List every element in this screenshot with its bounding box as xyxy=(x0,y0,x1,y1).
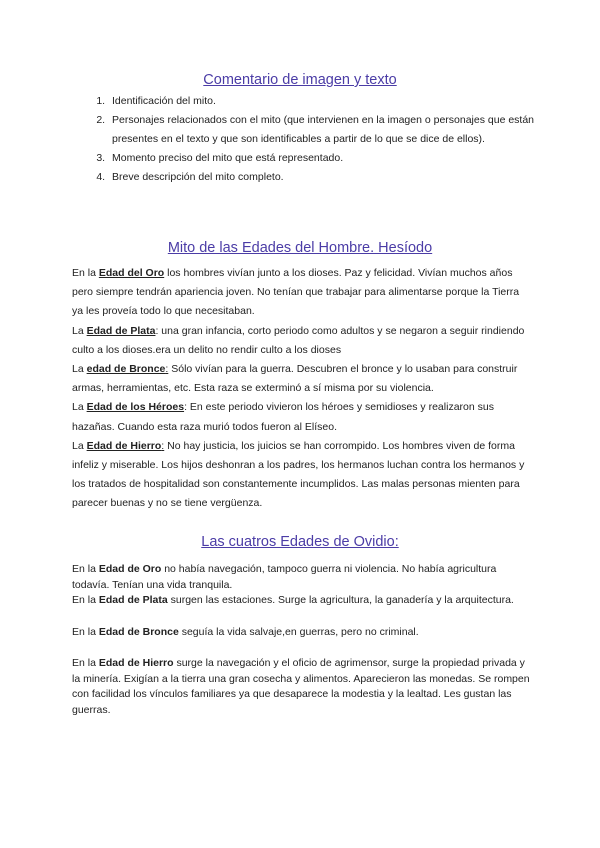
term-ovidio-bronce: Edad de Bronce xyxy=(98,625,179,638)
hesiodo-section xyxy=(72,264,530,514)
section3-title: Las cuatros Edades de Ovidio: xyxy=(201,534,399,550)
term-edad-oro: Edad del Oro xyxy=(98,267,165,279)
paragraph-ovidio-oro: En la Edad de Oro no había navegación, tampoco guerra ni violencia. No había agricultura todavía. Tenían una vida tranquila. xyxy=(72,563,497,591)
paragraph-ovidio-bronce: En la Edad de Bronce seguía la vida salvaje,en guerras, pero no criminal. xyxy=(72,625,419,638)
section2-title: Mito de las Edades del Hombre. Hesíodo xyxy=(167,240,433,256)
paragraph-edad-heroes: La Edad de los Héroes: En este periodo vivieron los héroes y semidioses y realizaron sus hazañas. Cuando esta raza murió todos fueron al Elíseo. xyxy=(72,401,494,433)
analysis-steps-list xyxy=(72,92,568,187)
term-edad-hierro: Edad de Hierro xyxy=(86,439,162,452)
ovidio-section xyxy=(72,562,532,718)
list-item: 4. Breve descripción del mito completo. xyxy=(108,168,568,187)
paragraph-edad-hierro: La Edad de Hierro: No hay justicia, los juicios se han corrompido. Los hombres viven de forma infeliz y miserable. Los hijos deshonran a los padres, los hermanos luchan contra los hermanos y los tratados de hospitalidad son constantemente incumplidos. Las malas personas mienten para parecer buenas y no se tiene vergüenza. xyxy=(72,439,525,510)
term-edad-heroes: Edad de los Héroes xyxy=(86,401,185,414)
list-item: 3. Momento preciso del mito que está representado. xyxy=(108,149,568,168)
paragraph-ovidio-plata: En la Edad de Plata surgen las estaciones. Surge la agricultura, la ganadería y la arquitectura. xyxy=(72,594,514,606)
list-item: 1. Identificación del mito. xyxy=(108,92,568,111)
paragraph-edad-oro: En la Edad del Oro los hombres vivían junto a los dioses. Paz y felicidad. Vivían muchos años pero siempre tendrán apariencia joven. No tenían que trabajar para alimentarse porque la Tierra ya les proveía todo lo que necesitaban. xyxy=(72,267,520,318)
term-edad-plata: Edad de Plata xyxy=(86,324,156,337)
paragraph-edad-plata: La Edad de Plata: una gran infancia, corto periodo como adultos y se negaron a seguir rindiendo culto a los dioses.era un delito no rendir culto a los dioses xyxy=(72,324,525,356)
paragraph-edad-bronce: La edad de Bronce: Sólo vivían para la guerra. Descubren el bronce y lo usaban para construir armas, herramientas, etc. Esta raza se exterminó a sí misma por su violencia. xyxy=(72,363,518,395)
term-ovidio-plata: Edad de Plata xyxy=(98,594,168,606)
term-ovidio-oro: Edad de Oro xyxy=(98,563,162,575)
paragraph-ovidio-hierro: En la Edad de Hierro surge la navegación y el oficio de agrimensor, surge la propiedad privada y la minería. Exigían a la tierra una gran cosecha y alimentos. Aparecieron las monedas. Se rompen con facilidad los vínculos familiares ya que desaparece la modestia y la lealtad. Les gustan las guerras. xyxy=(72,657,530,716)
term-ovidio-hierro: Edad de Hierro xyxy=(98,657,174,669)
section1-title: Comentario de imagen y texto xyxy=(203,72,397,88)
term-edad-bronce: edad de Bronce xyxy=(86,363,166,376)
list-item: 2. Personajes relacionados con el mito (que intervienen en la imagen o personajes que están presentes en el texto y que son identificables a partir de lo que se dice de ellos). xyxy=(108,111,568,149)
